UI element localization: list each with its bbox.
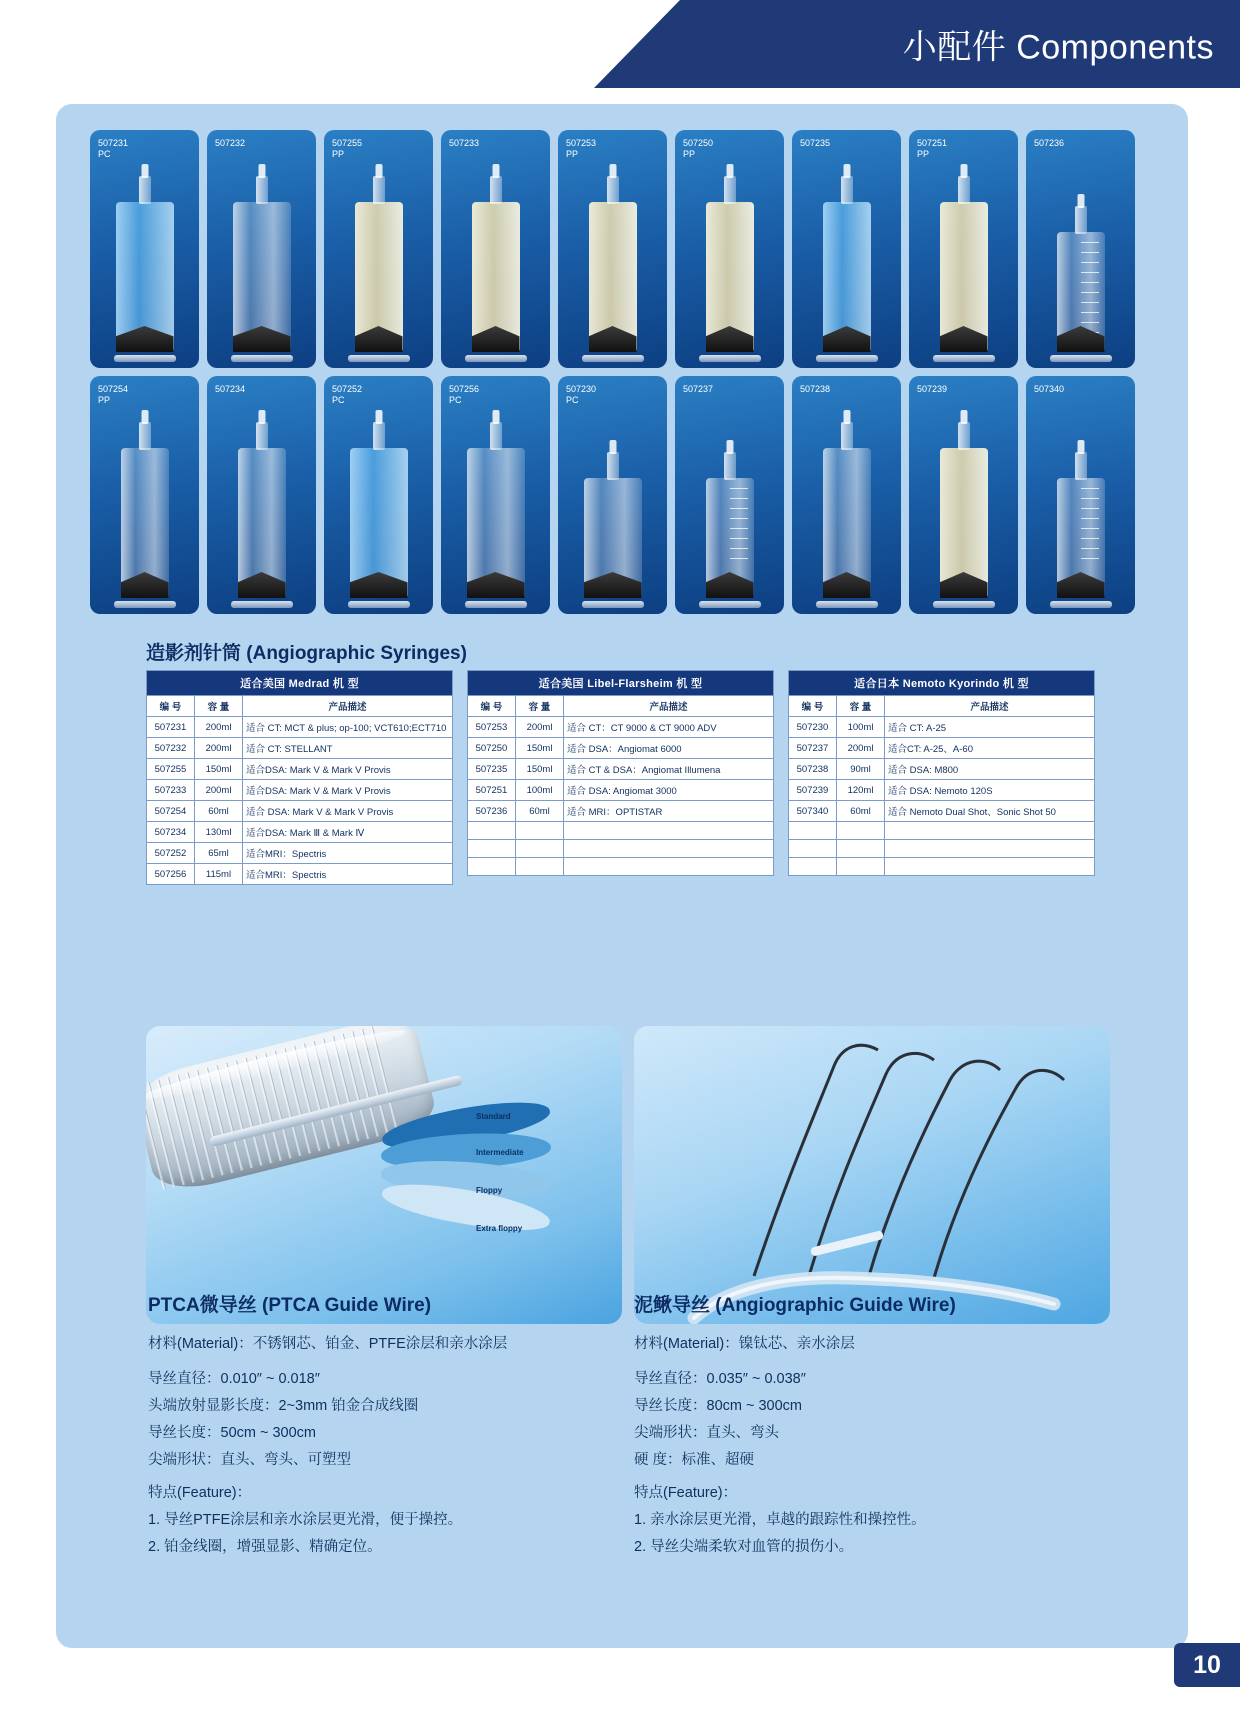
- photo-row-1: [90, 130, 1154, 368]
- cell-volume: 100ml: [837, 717, 885, 738]
- syringe-illustration: [823, 202, 871, 352]
- syringe-illustration: [940, 448, 988, 598]
- cell-description: 适合 CT: MCT & plus; op-100; VCT610;ECT710: [243, 717, 453, 738]
- cell-code: 507234: [147, 822, 195, 843]
- product-material: PP: [683, 149, 696, 159]
- product-code: 507231: [98, 138, 129, 148]
- table-row: [789, 858, 1095, 876]
- cell-volume: [516, 822, 564, 840]
- product-code: 507250: [683, 138, 714, 148]
- syringe-illustration: [823, 448, 871, 598]
- cell-code: 507238: [789, 759, 837, 780]
- cell-code: [789, 840, 837, 858]
- table-row: [147, 801, 453, 822]
- product-photo: [90, 130, 199, 368]
- product-photo: [558, 376, 667, 614]
- guidewire-illustration: [634, 1026, 1110, 1324]
- table-row: [468, 759, 774, 780]
- cell-volume: 60ml: [195, 801, 243, 822]
- col-header-volume: 容 量: [195, 696, 243, 717]
- syringe-flange: [1050, 355, 1112, 362]
- cell-description: 适合DSA: Mark Ⅲ & Mark Ⅳ: [243, 822, 453, 843]
- cell-volume: 200ml: [195, 738, 243, 759]
- ptca-line-tipshape: 尖端形状：直头、弯头、可塑型: [148, 1452, 351, 1468]
- cell-code: [789, 822, 837, 840]
- cell-volume: [516, 858, 564, 876]
- product-material: PC: [449, 395, 462, 405]
- product-photo: [441, 130, 550, 368]
- cell-volume: 90ml: [837, 759, 885, 780]
- syringes-section-title: 造影剂针筒 (Angiographic Syringes): [146, 643, 467, 664]
- syringe-flange: [1050, 601, 1112, 608]
- product-code: 507239: [917, 384, 948, 394]
- cell-code: 507254: [147, 801, 195, 822]
- cell-description: [885, 822, 1095, 840]
- product-material: PP: [917, 149, 930, 159]
- product-code: 507340: [1034, 384, 1065, 394]
- cell-code: [468, 822, 516, 840]
- graduation-marks: [1081, 488, 1099, 564]
- product-material: PC: [98, 149, 111, 159]
- syringe-illustration: [472, 202, 520, 352]
- cell-description: [564, 822, 774, 840]
- page-number-badge: 10: [1174, 1643, 1240, 1687]
- col-header-description: 产品描述: [564, 696, 774, 717]
- cell-code: 507237: [789, 738, 837, 759]
- syringe-flange: [348, 601, 410, 608]
- angio-line-tipshape: 尖端形状：直头、弯头: [634, 1425, 779, 1441]
- page-header: [0, 0, 1240, 88]
- table-row: [468, 840, 774, 858]
- col-header-code: 编 号: [789, 696, 837, 717]
- syringe-flange: [582, 601, 644, 608]
- product-photo: [675, 130, 784, 368]
- cell-volume: 200ml: [516, 717, 564, 738]
- page-content-panel: [56, 104, 1188, 1648]
- syringe-illustration: [1057, 232, 1105, 352]
- angio-line-length: 导丝长度：80cm ~ 300cm: [634, 1398, 803, 1414]
- col-header-volume: 容 量: [837, 696, 885, 717]
- product-photo: [558, 130, 667, 368]
- product-code: 507237: [683, 384, 714, 394]
- ptca-feature-title: 特点(Feature)：: [148, 1485, 252, 1501]
- table-row: [468, 822, 774, 840]
- fan-label-standard: Standard: [476, 1112, 511, 1121]
- spec-table-medrad: [146, 670, 453, 885]
- cell-description: 适合 CT：CT 9000 & CT 9000 ADV: [564, 717, 774, 738]
- table-row: [789, 759, 1095, 780]
- syringe-flange: [348, 355, 410, 362]
- cell-code: 507250: [468, 738, 516, 759]
- fan-label-intermediate: Intermediate: [476, 1148, 524, 1157]
- product-code: 507255: [332, 138, 363, 148]
- angio-feature-2: 2. 导丝尖端柔软对血管的损伤小。: [634, 1539, 854, 1555]
- table-group-title: 适合美国 Libel-Flarsheim 机 型: [468, 671, 774, 696]
- table-row: [147, 759, 453, 780]
- product-code: 507251: [917, 138, 948, 148]
- syringe-flange: [465, 601, 527, 608]
- cell-description: 适合 CT: A-25: [885, 717, 1095, 738]
- cell-volume: 130ml: [195, 822, 243, 843]
- table-row: [147, 717, 453, 738]
- cell-description: 适合 DSA：Angiomat 6000: [564, 738, 774, 759]
- cell-description: 适合 DSA: M800: [885, 759, 1095, 780]
- syringe-flange: [816, 355, 878, 362]
- product-photo: [909, 130, 1018, 368]
- table-row: [789, 717, 1095, 738]
- syringe-flange: [933, 355, 995, 362]
- syringe-flange: [933, 601, 995, 608]
- product-photo: [675, 376, 784, 614]
- cell-code: 507232: [147, 738, 195, 759]
- cell-description: 适合 MRI：OPTISTAR: [564, 801, 774, 822]
- cell-code: 507252: [147, 843, 195, 864]
- cell-code: 507340: [789, 801, 837, 822]
- syringe-illustration: [116, 202, 174, 352]
- angio-line-stiffness: 硬 度：标准、超硬: [634, 1452, 755, 1468]
- cell-description: 适合 CT: STELLANT: [243, 738, 453, 759]
- syringe-illustration: [467, 448, 525, 598]
- ptca-text-block: [148, 1292, 588, 1561]
- photo-row-2: [90, 376, 1154, 614]
- cell-description: 适合DSA: Mark V & Mark V Provis: [243, 759, 453, 780]
- graduation-marks: [1081, 242, 1099, 318]
- cell-volume: 200ml: [837, 738, 885, 759]
- product-code: 507236: [1034, 138, 1065, 148]
- syringe-illustration: [233, 202, 291, 352]
- syringe-flange: [231, 355, 293, 362]
- syringe-flange: [114, 601, 176, 608]
- graduation-marks: [730, 488, 748, 564]
- syringe-flange: [231, 601, 293, 608]
- ptca-feature-2: 2. 铂金线圈，增强显影、精确定位。: [148, 1539, 382, 1555]
- product-photo: [1026, 376, 1135, 614]
- table-row: [468, 801, 774, 822]
- cell-description: [885, 858, 1095, 876]
- cell-code: 507251: [468, 780, 516, 801]
- cell-volume: 150ml: [195, 759, 243, 780]
- angio-wire-title: 泥鳅导丝 (Angiographic Guide Wire): [634, 1295, 956, 1316]
- table-group-title: 适合日本 Nemoto Kyorindo 机 型: [789, 671, 1095, 696]
- syringe-flange: [699, 355, 761, 362]
- product-code: 507256: [449, 384, 480, 394]
- product-code: 507254: [98, 384, 129, 394]
- product-material: PP: [566, 149, 579, 159]
- syringe-flange: [699, 601, 761, 608]
- angio-line-diameter: 导丝直径：0.035″ ~ 0.038″: [634, 1371, 806, 1387]
- col-header-volume: 容 量: [516, 696, 564, 717]
- cell-description: [885, 840, 1095, 858]
- product-material: PC: [332, 395, 345, 405]
- spec-table-nemoto-kyorindo: [788, 670, 1095, 885]
- cell-volume: 115ml: [195, 864, 243, 885]
- table-row: [468, 858, 774, 876]
- cell-code: 507235: [468, 759, 516, 780]
- cell-code: 507239: [789, 780, 837, 801]
- cell-code: 507231: [147, 717, 195, 738]
- syringe-flange: [114, 355, 176, 362]
- product-material: PC: [566, 395, 579, 405]
- cell-description: [564, 858, 774, 876]
- col-header-description: 产品描述: [243, 696, 453, 717]
- table-row: [468, 780, 774, 801]
- cell-volume: 150ml: [516, 759, 564, 780]
- syringe-illustration: [350, 448, 408, 598]
- cell-description: 适合DSA: Mark V & Mark V Provis: [243, 780, 453, 801]
- product-photo: [792, 376, 901, 614]
- col-header-code: 编 号: [147, 696, 195, 717]
- product-photo: [324, 376, 433, 614]
- cell-description: 适合MRI：Spectris: [243, 864, 453, 885]
- product-code: 507253: [566, 138, 597, 148]
- table-row: [789, 801, 1095, 822]
- cell-volume: 60ml: [837, 801, 885, 822]
- ptca-line-diameter: 导丝直径：0.010″ ~ 0.018″: [148, 1371, 320, 1387]
- angio-wire-text-block: [634, 1292, 1094, 1561]
- table-row: [789, 780, 1095, 801]
- cell-volume: 200ml: [195, 780, 243, 801]
- fan-label-extra-floppy: Extra floppy: [476, 1224, 523, 1233]
- angio-feature-1: 1. 亲水涂层更光滑，卓越的跟踪性和操控性。: [634, 1512, 926, 1528]
- product-photo: [1026, 130, 1135, 368]
- table-row: [147, 780, 453, 801]
- product-code: 507252: [332, 384, 363, 394]
- ptca-line-material: 材料(Material)：不锈钢芯、铂金、PTFE涂层和亲水涂层: [148, 1336, 508, 1352]
- product-code: 507232: [215, 138, 246, 148]
- syringe-illustration: [121, 448, 169, 598]
- cell-code: 507236: [468, 801, 516, 822]
- header-banner: [680, 0, 1240, 88]
- product-photo: [90, 376, 199, 614]
- product-photo: [909, 376, 1018, 614]
- cell-description: 适合 Nemoto Dual Shot、Sonic Shot 50: [885, 801, 1095, 822]
- cell-volume: 150ml: [516, 738, 564, 759]
- syringe-flange: [816, 601, 878, 608]
- syringe-illustration: [584, 478, 642, 598]
- syringe-spec-tables: [146, 670, 1096, 885]
- cell-description: 适合 DSA: Mark V & Mark V Provis: [243, 801, 453, 822]
- cell-description: [564, 840, 774, 858]
- cell-code: [468, 840, 516, 858]
- product-photo: [324, 130, 433, 368]
- cell-code: 507233: [147, 780, 195, 801]
- syringe-flange: [465, 355, 527, 362]
- col-header-code: 编 号: [468, 696, 516, 717]
- table-row: [147, 822, 453, 843]
- cell-code: [789, 858, 837, 876]
- product-material: PP: [332, 149, 345, 159]
- ptca-guidewire-image: [146, 1026, 622, 1324]
- cell-volume: [837, 840, 885, 858]
- angiographic-guidewire-image: [634, 1026, 1110, 1324]
- product-photo-grid: [90, 130, 1154, 622]
- cell-code: 507255: [147, 759, 195, 780]
- ptca-line-length: 导丝长度：50cm ~ 300cm: [148, 1425, 317, 1441]
- table-row: [147, 864, 453, 885]
- table-row: [789, 840, 1095, 858]
- angio-feature-title: 特点(Feature)：: [634, 1485, 738, 1501]
- table-group-title: 适合美国 Medrad 机 型: [147, 671, 453, 696]
- ptca-line-radiopaque: 头端放射显影长度：2~3mm 铂金合成线圈: [148, 1398, 419, 1414]
- col-header-description: 产品描述: [885, 696, 1095, 717]
- table-row: [147, 738, 453, 759]
- cell-description: 适合 DSA: Angiomat 3000: [564, 780, 774, 801]
- cell-volume: [837, 822, 885, 840]
- cell-description: 适合MRI：Spectris: [243, 843, 453, 864]
- product-code: 507234: [215, 384, 246, 394]
- ptca-feature-1: 1. 导丝PTFE涂层和亲水涂层更光滑，便于操控。: [148, 1512, 463, 1528]
- spec-table-liebel-flarsheim: [467, 670, 774, 885]
- syringe-illustration: [706, 202, 754, 352]
- cell-volume: 120ml: [837, 780, 885, 801]
- cell-code: 507256: [147, 864, 195, 885]
- product-material: PP: [98, 395, 111, 405]
- product-photo: [207, 376, 316, 614]
- syringe-illustration: [706, 478, 754, 598]
- cell-volume: 60ml: [516, 801, 564, 822]
- product-photo: [792, 130, 901, 368]
- cell-description: 适合 CT & DSA：Angiomat Illumena: [564, 759, 774, 780]
- cell-code: [468, 858, 516, 876]
- cell-volume: 200ml: [195, 717, 243, 738]
- ptca-title: PTCA微导丝 (PTCA Guide Wire): [148, 1295, 432, 1316]
- table-row: [147, 843, 453, 864]
- fan-label-floppy: Floppy: [476, 1186, 503, 1195]
- syringe-illustration: [1057, 478, 1105, 598]
- product-photo: [207, 130, 316, 368]
- product-code: 507235: [800, 138, 831, 148]
- cell-description: 适合 DSA: Nemoto 120S: [885, 780, 1095, 801]
- cell-volume: [516, 840, 564, 858]
- table-row: [789, 822, 1095, 840]
- cell-volume: 65ml: [195, 843, 243, 864]
- syringe-illustration: [238, 448, 286, 598]
- table-row: [789, 738, 1095, 759]
- syringe-illustration: [355, 202, 403, 352]
- table-row: [468, 717, 774, 738]
- product-code: 507233: [449, 138, 480, 148]
- table-row: [468, 738, 774, 759]
- product-code: 507238: [800, 384, 831, 394]
- syringe-illustration: [940, 202, 988, 352]
- cell-volume: [837, 858, 885, 876]
- cell-volume: 100ml: [516, 780, 564, 801]
- product-code: 507230: [566, 384, 597, 394]
- cell-description: 适合CT: A-25、A-60: [885, 738, 1095, 759]
- cell-code: 507230: [789, 717, 837, 738]
- product-photo: [441, 376, 550, 614]
- angio-line-material: 材料(Material)：镍钛芯、亲水涂层: [634, 1336, 855, 1352]
- syringe-flange: [582, 355, 644, 362]
- cell-code: 507253: [468, 717, 516, 738]
- page-title: 小配件 Components: [902, 28, 1214, 67]
- syringe-illustration: [589, 202, 637, 352]
